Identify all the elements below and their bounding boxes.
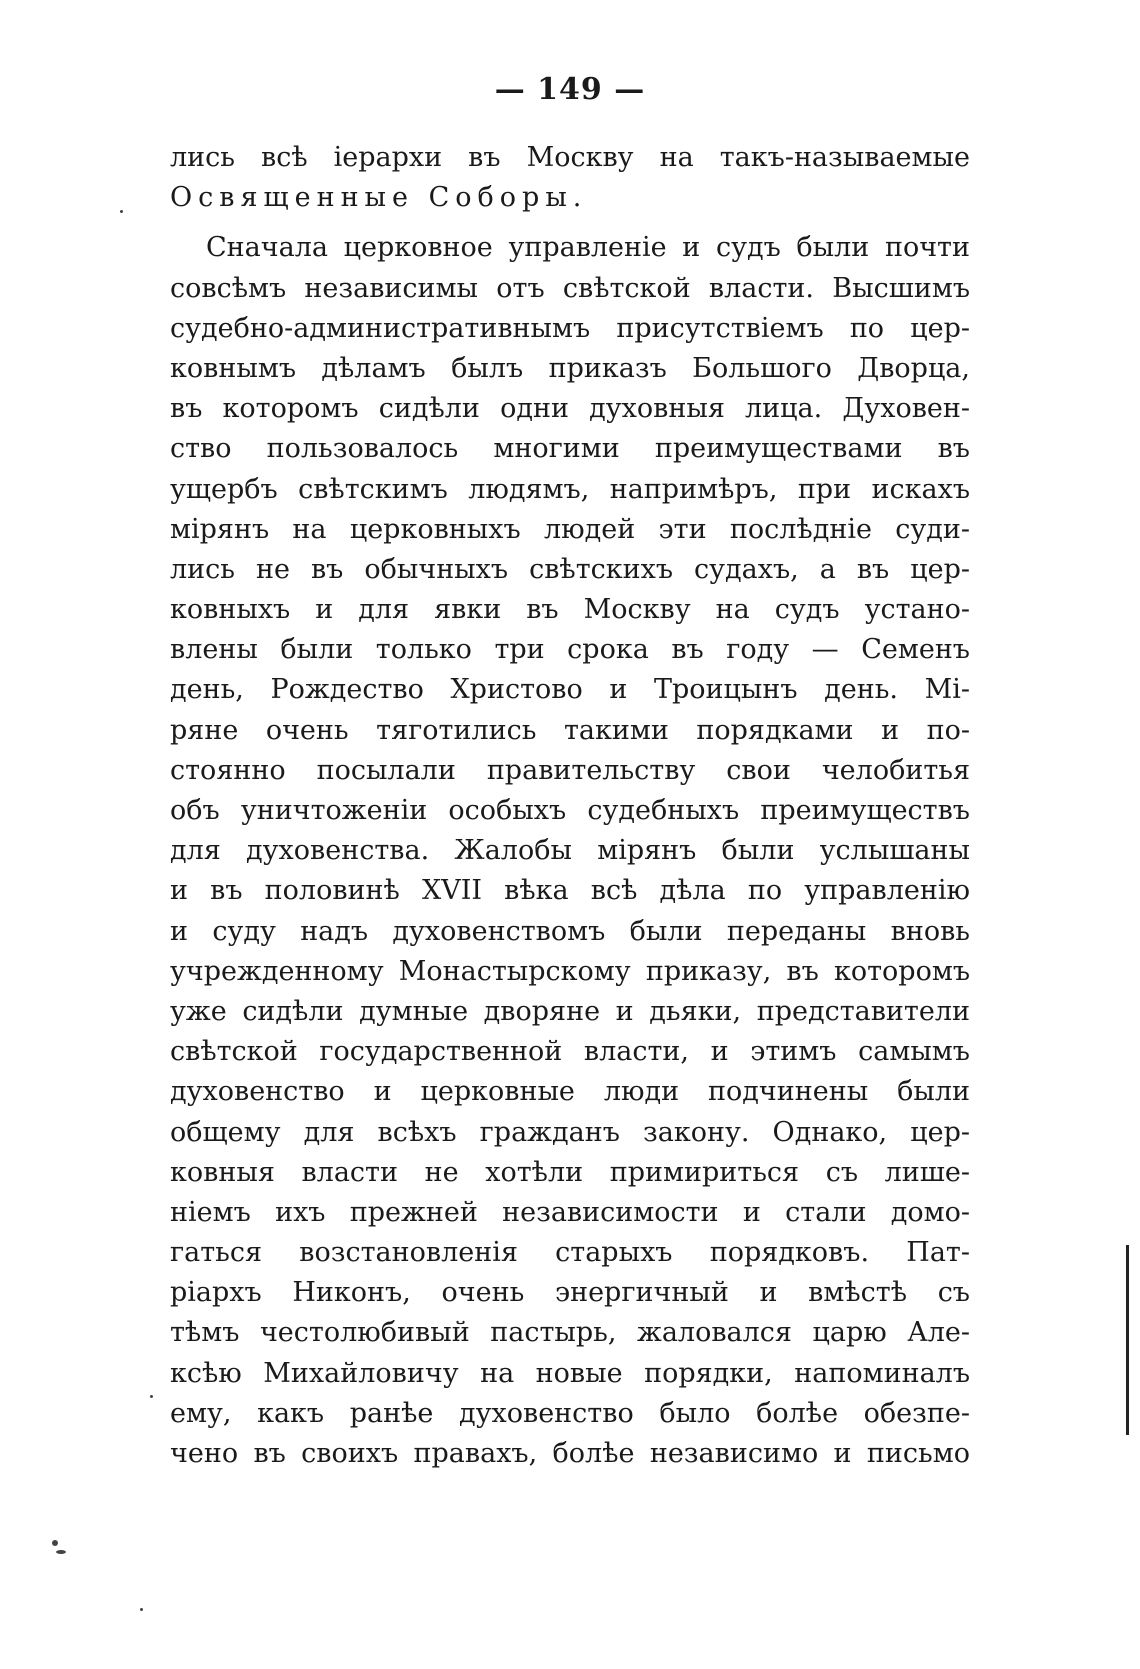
text-line: Освященные Соборы. <box>170 182 588 214</box>
text-line: ковнымъ дѣламъ былъ приказъ Большого Дворца, <box>170 352 970 384</box>
text-line: лись не въ обычныхъ свѣтскихъ судахъ, а въ цер- <box>170 553 970 585</box>
text-line: день, Рождество Христово и Троицынъ день. Мі- <box>170 674 970 706</box>
text-line: стоянно посылали правительству свои челобитья <box>170 754 970 786</box>
scan-speck <box>120 210 123 213</box>
text-line: въ которомъ сидѣли одни духовныя лица. Духовен- <box>170 393 970 425</box>
text-line: ніемъ ихъ прежней независимости и стали домо- <box>170 1196 970 1228</box>
scan-speck <box>150 1395 153 1398</box>
text-line: влены были только три срока въ году — Семенъ <box>170 634 970 666</box>
text-line: учрежденному Монастырскому приказу, въ которомъ <box>170 955 970 987</box>
text-line: ство пользовалось многими преимуществами въ <box>170 433 970 465</box>
text-line: гаться возстановленія старыхъ порядковъ. Пат- <box>170 1237 970 1269</box>
text-line: ущербъ свѣтскимъ людямъ, напримѣръ, при искахъ <box>170 473 970 505</box>
page-number: — 149 — <box>494 72 646 107</box>
body-text <box>170 138 970 1474</box>
text-line: лись всѣ іерархи въ Москву на такъ-называемые <box>170 142 970 173</box>
text-line: ріархъ Никонъ, очень энергичный и вмѣстѣ съ <box>170 1277 970 1309</box>
text-line: совсѣмъ независимы отъ свѣтской власти. Высшимъ <box>170 272 970 304</box>
text-line: объ уничтоженіи особыхъ судебныхъ преимуществъ <box>170 795 970 826</box>
text-line: уже сидѣли думные дворяне и дьяки, представители <box>170 995 970 1027</box>
text-line: и суду надъ духовенствомъ были переданы вновь <box>170 915 970 947</box>
scan-speck <box>56 1550 66 1554</box>
text-line: мірянъ на церковныхъ людей эти послѣдніе суди- <box>170 513 970 545</box>
scan-edge-mark <box>1126 1245 1129 1435</box>
text-line: судебно-административнымъ присутствіемъ по цер- <box>170 312 970 344</box>
text-line: ему, какъ ранѣе духовенство было болѣе обезпе- <box>170 1397 970 1429</box>
scan-speck <box>52 1540 58 1546</box>
scan-speck <box>140 1608 143 1611</box>
text-line: чено въ своихъ правахъ, болѣе независимо и письмо <box>170 1438 970 1469</box>
text-line: Сначала церковное управленіе и судъ были почти <box>206 232 970 264</box>
text-line: для духовенства. Жалобы мірянъ были услышаны <box>170 835 970 867</box>
text-line: и въ половинѣ XVII вѣка всѣ дѣла по управленію <box>170 875 970 907</box>
text-line: свѣтской государственной власти, и этимъ самымъ <box>170 1036 970 1068</box>
text-line: ксѣю Михайловичу на новые порядки, напоминалъ <box>170 1357 970 1389</box>
text-line: ковныя власти не хотѣли примириться съ лише- <box>170 1156 970 1188</box>
text-line: ковныхъ и для явки въ Москву на судъ устано- <box>170 594 970 626</box>
text-line: духовенство и церковные люди подчинены были <box>170 1076 970 1108</box>
text-line: ряне очень тяготились такими порядками и по- <box>170 714 970 746</box>
text-line: общему для всѣхъ гражданъ закону. Однако, цер- <box>170 1116 970 1148</box>
text-line: тѣмъ честолюбивый пастырь, жаловался царю Але- <box>170 1317 970 1349</box>
